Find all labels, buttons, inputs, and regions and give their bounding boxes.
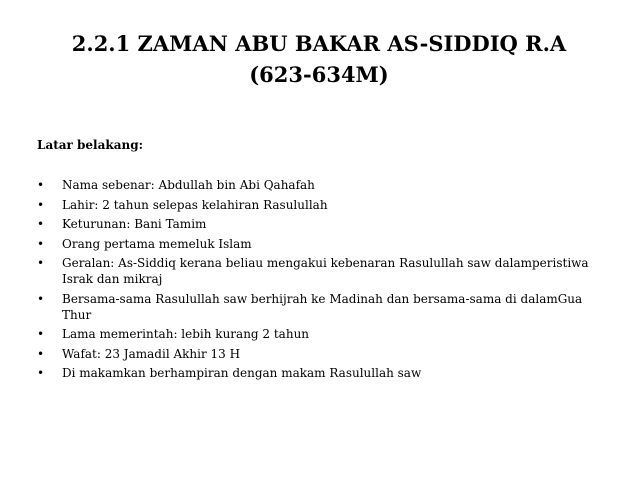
bullet-item-makam	[37, 365, 607, 381]
section-subheading: Latar belakang:	[37, 138, 144, 152]
bullet-item-wafat	[37, 346, 607, 362]
bullet-dot-icon: •	[37, 236, 45, 251]
bullet-dot-icon: •	[37, 346, 45, 361]
bullet-item-lama-memerintah	[37, 326, 607, 342]
bullet-item-nama	[37, 177, 607, 193]
bullet-item-geralan	[37, 255, 607, 287]
bullet-text: Lama memerintah: lebih kurang 2 tahun	[62, 327, 310, 341]
bullet-dot-icon: •	[37, 178, 45, 192]
bullet-text: Keturunan: Bani Tamim	[62, 217, 207, 231]
bullet-text: Nama sebenar: Abdullah bin Abi Qahafah	[62, 178, 315, 192]
bullet-text: Wafat: 23 Jamadil Akhir 13 H	[62, 346, 241, 361]
bullet-text: Orang pertama memeluk Islam	[62, 236, 252, 251]
bullet-item-keturunan	[37, 216, 607, 232]
bullet-item-orang-pertama	[37, 236, 607, 252]
bullet-item-hijrah	[37, 291, 607, 323]
title-line-1: 2.2.1 ZAMAN ABU BAKAR AS-SIDDIQ R.A	[71, 31, 567, 56]
bullet-list	[37, 177, 607, 385]
bullet-dot-icon: •	[37, 197, 45, 212]
bullet-text: Lahir: 2 tahun selepas kelahiran Rasulullah	[62, 197, 328, 212]
slide-title	[0, 28, 638, 90]
bullet-text: Di makamkan berhampiran dengan makam Rasulullah saw	[62, 366, 422, 380]
title-line-2: (623-634M)	[249, 62, 389, 87]
bullet-text: Geralan: As-Siddiq kerana beliau mengakui kebenaran Rasulullah saw dalamperistiwa Israk dan mikraj	[62, 256, 589, 286]
bullet-dot-icon: •	[37, 366, 45, 380]
bullet-dot-icon: •	[37, 291, 45, 306]
bullet-text: Bersama-sama Rasulullah saw berhijrah ke Madinah dan bersama-sama di dalamGua Thur	[62, 291, 583, 322]
bullet-dot-icon: •	[37, 256, 45, 270]
bullet-item-lahir	[37, 197, 607, 213]
bullet-dot-icon: •	[37, 217, 45, 231]
bullet-dot-icon: •	[37, 327, 45, 341]
